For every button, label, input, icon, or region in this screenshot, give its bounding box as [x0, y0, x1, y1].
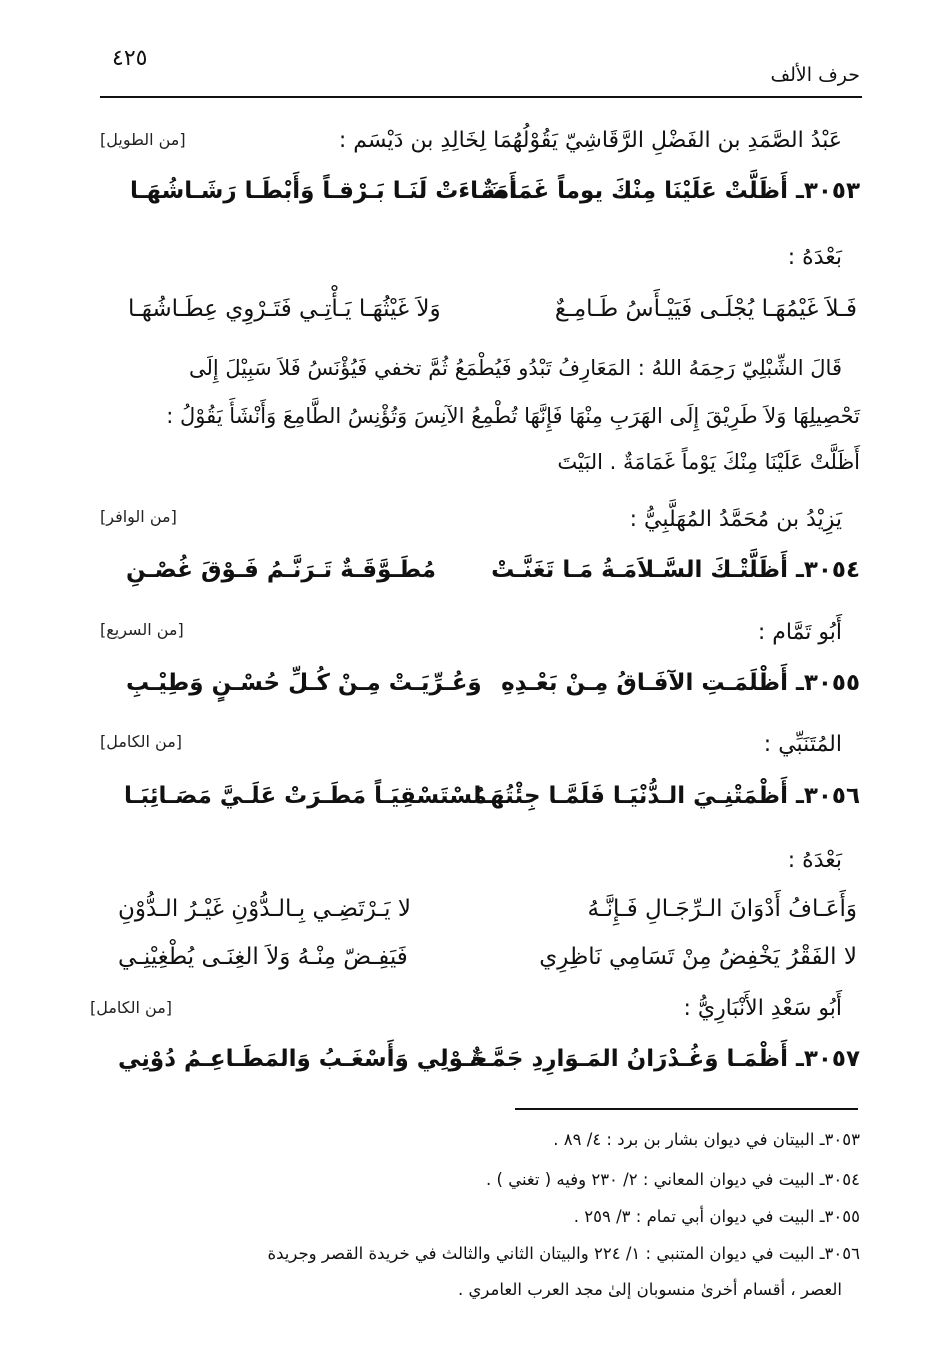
prose-line: قَالَ الشِّبْلِيّ رَحِمَهُ اللهُ : المَعَارِفُ تَبْدُو فَيُطْمَعُ ثُمَّ تخفي فَيُؤْنَسُ فَلاَ سَبِيْلَ إِلَى [188, 356, 842, 380]
footnote-rule [515, 1108, 858, 1110]
footnote: ٣٠٥٤ـ البيت في ديوان المعاني : ٢/ ٢٣٠ وفيه ( تغني ) . [486, 1170, 860, 1189]
verse-hemistich-left: حَـوْلِي وَأَسْغَـبُ وَالمَطَـاعِـمُ دُوْنِي [118, 1046, 488, 1072]
verse-hemistich-left: أَضَـاءَتْ لَنَـا بَـرْقـاً وَأَبْطَـا رَشَـاشُهَـا [130, 178, 517, 204]
verse-hemistich-left: فَيَفِـضّ مِنْـهُ وَلاَ الغِنَـى يُطْغِيْنِـي [118, 944, 408, 970]
verse-hemistich-right: لا الفَقْرُ يَخْفِضُ مِنْ تَسَامِي نَاظِرِي [539, 944, 857, 970]
verse-hemistich-right: وَأَعَـافُ أَدْوَانَ الـرِّجَـالِ فَـإِنَّـهُ [587, 896, 857, 922]
verse-hemistich-left: وَعُـرِّيَـتْ مِـنْ كُـلِّ حُسْـنٍ وَطِيْـبِ [126, 670, 482, 696]
poet-intro: أَبُو سَعْدِ الأَنْبَارِيُّ : [683, 996, 842, 1021]
footnote: ٣٠٥٦ـ البيت في ديوان المتنبي : ١/ ٢٢٤ والبيتان الثاني والثالث في خريدة القصر وجريدة [267, 1244, 860, 1263]
poet-intro: أَبُو تَمَّام : [757, 620, 842, 645]
header-rule [100, 96, 862, 98]
poet-intro: المُتَنَبِّي : [763, 732, 842, 757]
verse-hemistich-left: وَلاَ غَيْثُهَـا يَـأْتِـي فَتَـرْوِي عِطَـاشُهَـا [128, 296, 441, 322]
verse-hemistich-left: مُسْتَسْقِيَـاً مَطَـرَتْ عَلَـيَّ مَصَـائِبَـا [124, 783, 487, 809]
verse-hemistich-right: فَـلاَ غَيْمُهَـا يُجْلَـى فَيَيْـأَسُ طَـامِـعٌ [554, 296, 857, 322]
verse-hemistich-right: ٣٠٥٧ـ أَظْمَـا وَغُـدْرَانُ المَـوَارِدِ جَمَّـةٌ [469, 1046, 860, 1072]
verse-hemistich-right: ٣٠٥٥ـ أَظْلَمَـتِ الآفَـاقُ مِـنْ بَعْـدِهِ [501, 670, 860, 696]
poet-intro: يَزِيْدُ بن مُحَمَّدُ المُهَلَّبِيُّ : [629, 507, 842, 532]
meter-label: [من الوافر] [100, 507, 177, 526]
footnote-continuation: العصر ، أقسام أخرىٰ منسوبان إلىٰ مجد العرب العامري . [458, 1280, 842, 1299]
prose-line: أَظَلَّتْ عَلَيْنَا مِنْكَ يَوْماً غَمَامَةٌ . البَيْتَ [557, 450, 860, 474]
meter-label: [من الطويل] [100, 130, 186, 149]
poet-intro: بَعْدَهُ : [787, 848, 842, 873]
verse-hemistich-left: لا يَـرْتَضِـي بِـالـدُّوْنِ غَيْـرُ الـدُّوْنِ [118, 896, 412, 922]
footnote: ٣٠٥٥ـ البيت في ديوان أبي تمام : ٣/ ٢٥٩ . [573, 1207, 860, 1226]
meter-label: [من الكامل] [90, 998, 173, 1017]
verse-hemistich-right: ٣٠٥٦ـ أَظْمَتْنِـيَ الـدُّنْيَـا فَلَمَّـا جِئْتُهَـا [473, 783, 860, 809]
chapter-title: حرف الألف [770, 64, 860, 86]
meter-label: [من السريع] [100, 620, 184, 639]
prose-line: تَحْصِيلِهَا وَلاَ طَرِيْقَ إِلَى الهَرَبِ مِنْهَا فَإِنَّهَا تُطْمِعُ الآنِسَ وَتُؤْنِسُ الطَّامِعَ وَأَنْشَأَ يَقُوْلُ : [166, 404, 860, 428]
poet-intro: عَبْدُ الصَّمَدِ بن الفَضْلِ الرَّقَاشِيّ يَقُوْلُهُمَا لِخَالِدِ بن دَيْسَم : [338, 128, 842, 153]
verse-hemistich-right: ٣٠٥٣ـ أَظَلَّتْ عَلَيْنَا مِنْكَ يوماً غَمَامَةٌ [481, 178, 860, 204]
meter-label: [من الكامل] [100, 732, 183, 751]
footnote: ٣٠٥٣ـ البيتان في ديوان بشار بن برد : ٤/ ٨٩ . [553, 1130, 860, 1149]
verse-hemistich-left: مُطَـوَّقَـةٌ تَـرَنَّـمُ فَـوْقَ غُصْـنِ [126, 557, 436, 583]
poet-intro: بَعْدَهُ : [787, 245, 842, 270]
page-number: ٤٢٥ [112, 46, 148, 71]
verse-hemistich-right: ٣٠٥٤ـ أَظَلَّتْـكَ السَّـلاَمَـةُ مَـا تَغَنَّـتْ [491, 557, 860, 583]
